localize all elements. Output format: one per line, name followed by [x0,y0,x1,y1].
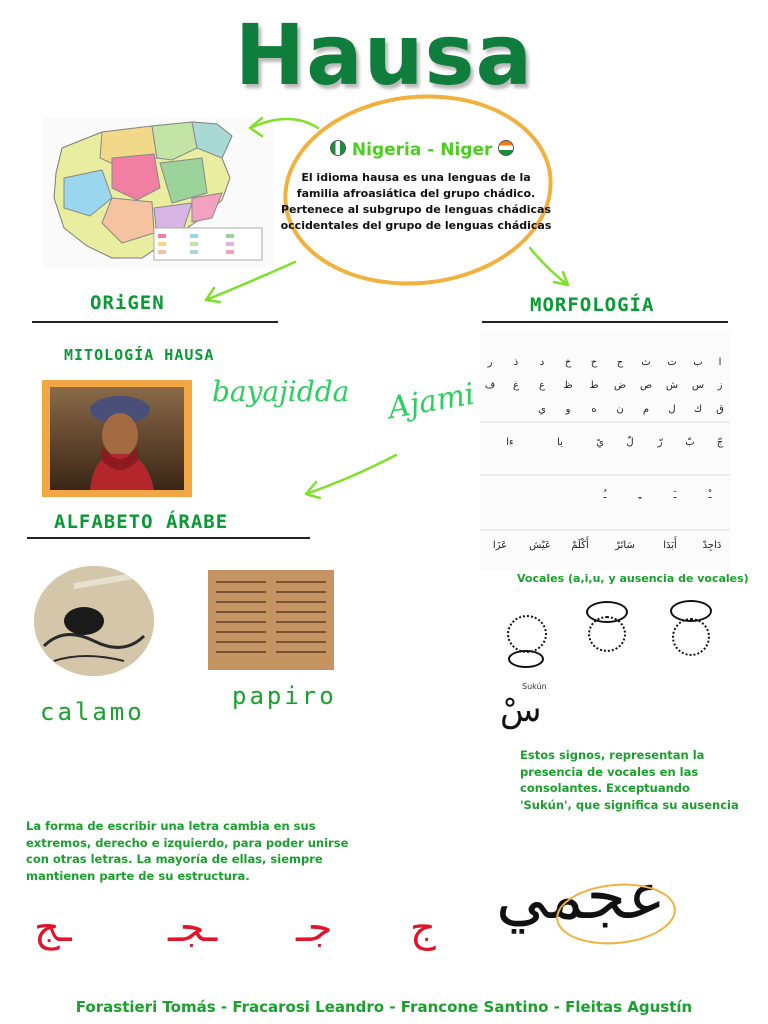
morfologia-divider [482,321,728,323]
svg-text:ءا: ءا [506,437,514,448]
svg-text:أَبَدَا: أَبَدَا [663,540,677,551]
svg-text:م: م [642,404,650,415]
svg-text:خ: خ [564,357,572,368]
svg-text:ـَ: ـَ [673,490,677,501]
svg-text:دَاجِدْ: دَاجِدْ [702,540,722,551]
vowel-sign-kasra [508,650,544,668]
letter-form-initial: جـ [296,905,333,951]
svg-text:ث: ث [641,357,651,368]
vowel-sign-fatha [670,600,712,622]
svg-text:جّ: جّ [716,437,724,448]
svg-text:س: س [691,380,705,391]
papiro-image [208,570,334,670]
svg-text:ه: ه [591,404,597,415]
svg-text:لّ: لّ [626,437,634,448]
svg-text:عَيْش: عَيْش [529,540,551,551]
svg-text:ن: ن [616,404,624,415]
svg-text:ط: ط [589,380,599,391]
svg-text:غ: غ [513,380,519,391]
svg-text:ر: ر [487,357,493,368]
niger-flag-icon [498,140,514,156]
svg-text:ز: ز [717,380,723,391]
svg-text:ف: ف [484,380,496,391]
sukun-label: Sukún [522,682,547,691]
svg-text:ع: ع [539,380,545,391]
ajami-alphabet-table [480,330,730,570]
svg-text:ـُ: ـُ [603,490,607,501]
svg-text:و: و [565,404,571,415]
origen-heading: ORiGEN [90,292,165,314]
svg-text:ل: ل [668,404,676,415]
letter-form-isolated: ج [410,905,436,951]
papiro-label: papiro [232,682,337,710]
svg-text:يً: يً [596,437,604,448]
vowel-sign-damma [586,601,628,623]
mitologia-heading: MITOLOGÍA HAUSA [64,346,215,364]
svg-text:ـْ: ـْ [708,490,712,501]
page-title: Hausa [234,6,534,104]
intro-text: El idioma hausa es una lenguas de la familia afroasiática del grupo chádico. Pertenece al subgrupo de lenguas chádicas occidentales del grupo de lenguas chádicas [280,171,552,232]
svg-text:ص: ص [639,380,653,391]
svg-text:ت: ت [667,357,677,368]
svg-text:ظ: ظ [563,380,573,391]
vowel-circle-i [507,615,547,653]
calamo-label: calamo [40,698,145,726]
svg-text:ي: ي [538,404,546,415]
svg-text:ح: ح [590,357,598,368]
nigeria-flag-icon [330,140,346,156]
svg-text:عَزَا: عَزَا [492,540,508,551]
letter-forms-text: La forma de escribir una letra cambia en sus extremos, derecho e izquierdo, para poder unirse con otras letras. La mayoría de ellas, siempre mantienen parte de su estructura. [26,819,349,883]
svg-text:ج: ج [616,357,624,368]
signs-text: Estos signos, representan la presencia de vocales en las consolantes. Exceptuando 'Sukún', que significa su ausencia [520,748,739,812]
example-word: عجمي [496,860,666,934]
svg-text:بّ: بّ [685,437,695,448]
alfabeto-divider [27,537,310,539]
ajami-label: Ajami [385,376,478,427]
svg-text:ذ: ذ [513,357,519,368]
origen-divider [32,321,278,323]
countries-label: Nigeria - Niger [330,140,530,160]
vowel-circle-a [672,618,710,656]
svg-text:ـِ: ـِ [638,490,642,501]
svg-text:أَكْلَمْ: أَكْلَمْ [571,540,589,551]
sukun-letter: سْ [500,690,542,730]
svg-text:ق: ق [716,404,724,415]
svg-text:ب: ب [693,357,703,368]
bayajidda-portrait [42,380,192,497]
authors-footer: Forastieri Tomás - Fracarosi Leandro - Francone Santino - Fleitas Agustín [75,998,693,1016]
morfologia-heading: MORFOLOGÍA [530,294,655,316]
letter-form-final: ـج [34,905,72,951]
svg-text:ك: ك [693,404,703,415]
alfabeto-heading: ALFABETO ÁRABE [54,511,229,533]
svg-text:ض: ض [613,380,627,391]
calamo-image [34,566,154,676]
bayajidda-label: bayajidda [212,375,350,408]
svg-text:د: د [539,357,545,368]
svg-text:ا: ا [718,357,722,368]
svg-text:رّ: رّ [657,437,663,448]
svg-text:يا: يا [557,437,563,448]
letter-form-medial: ـجـ [168,905,218,951]
vowels-caption: Vocales (a,i,u, y ausencia de vocales) [517,572,749,585]
svg-text:سَاتَرْ: سَاتَرْ [615,540,635,551]
svg-text:ش: ش [665,380,679,391]
